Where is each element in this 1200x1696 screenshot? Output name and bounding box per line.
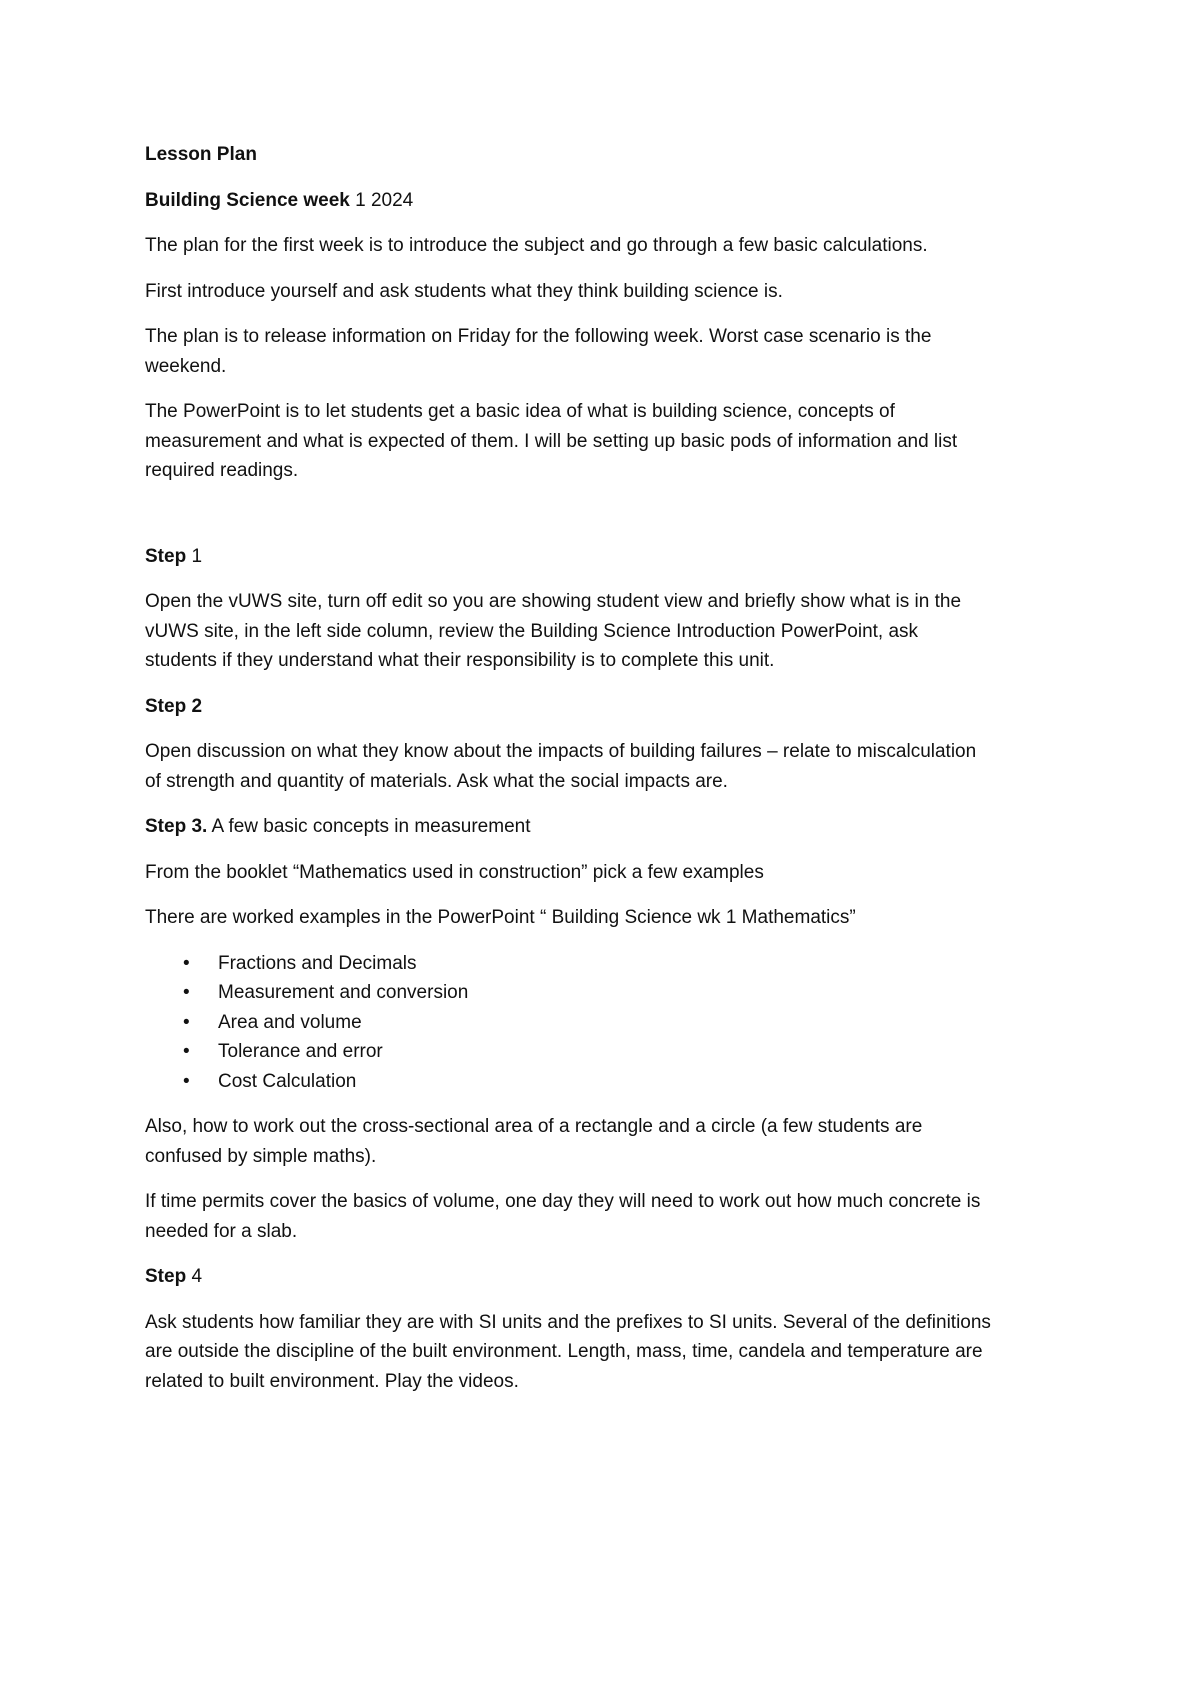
document-subtitle (145, 186, 1075, 216)
list-item: • Fractions and Decimals (145, 949, 1075, 979)
step3-also-paragraph (145, 1112, 1075, 1171)
document-title: Lesson Plan (145, 144, 257, 165)
text-line: weekend. (145, 355, 227, 377)
text-line: confused by simple maths). (145, 1145, 377, 1167)
step1-paragraph (145, 587, 1075, 676)
intro-paragraph-3 (145, 322, 1075, 381)
text-line: If time permits cover the basics of volume, one day they will need to work out how much concrete is (145, 1191, 981, 1212)
text-line: Also, how to work out the cross-sectional area of a rectangle and a circle (a few students are (145, 1116, 923, 1137)
text-line: of strength and quantity of materials. Ask what the social impacts are. (145, 770, 728, 792)
bullet-icon: • (183, 1011, 190, 1033)
text-line: are outside the discipline of the built environment. Length, mass, time, candela and temperature are (145, 1341, 983, 1362)
text-line: Open the vUWS site, turn off edit so you are showing student view and briefly show what is in the (145, 591, 962, 612)
step2-heading: Step 2 (145, 695, 203, 717)
list-item: • Cost Calculation (145, 1067, 1075, 1097)
text-line: vUWS site, in the left side column, review the Building Science Introduction PowerPoint, ask (145, 620, 919, 642)
topics-list (145, 949, 1075, 1097)
step4-paragraph (145, 1308, 1075, 1397)
subtitle-bold: Building Science week (145, 189, 350, 211)
bullet-icon: • (183, 982, 190, 1003)
intro-paragraph-1 (145, 231, 1075, 261)
list-item: • Area and volume (145, 1008, 1075, 1038)
text-line: Ask students how familiar they are with SI units and the prefixes to SI units. Several of the definitions (145, 1311, 991, 1333)
text-line: related to built environment. Play the videos. (145, 1370, 519, 1392)
text-line: First introduce yourself and ask students what they think building science is. (145, 280, 783, 302)
bullet-icon: • (183, 1070, 190, 1092)
step2-paragraph (145, 737, 1075, 796)
list-item: • Tolerance and error (145, 1037, 1075, 1067)
text-line: There are worked examples in the PowerPoint “ Building Science wk 1 Mathematics” (145, 907, 856, 928)
step3-booklet (145, 858, 1075, 888)
list-item: • Measurement and conversion (145, 978, 1075, 1008)
step4-heading: Step 4 (145, 1266, 203, 1287)
text-line: required readings. (145, 460, 299, 481)
step3-heading: Step 3. A few basic concepts in measurement (145, 816, 531, 837)
bullet-icon: • (183, 952, 190, 974)
text-line: From the booklet “Mathematics used in construction” pick a few examples (145, 861, 764, 883)
document-page (145, 140, 1075, 1412)
step1-heading: Step 1 (145, 545, 203, 567)
intro-paragraph-2 (145, 277, 1075, 307)
bullet-icon: • (183, 1041, 190, 1062)
step3-if-time-paragraph (145, 1187, 1075, 1246)
subtitle-rest: 1 2024 (349, 189, 414, 211)
text-line: The PowerPoint is to let students get a basic idea of what is building science, concepts of (145, 401, 895, 422)
intro-paragraph-4 (145, 397, 1075, 486)
text-line: The plan for the first week is to introduce the subject and go through a few basic calculations. (145, 235, 928, 256)
text-line: students if they understand what their responsibility is to complete this unit. (145, 650, 775, 671)
blank-spacer (145, 502, 1075, 542)
text-line: Open discussion on what they know about the impacts of building failures – relate to miscalculation (145, 741, 977, 762)
step3-worked-examples (145, 903, 1075, 933)
text-line: The plan is to release information on Friday for the following week. Worst case scenario is the (145, 326, 932, 347)
text-line: measurement and what is expected of them. I will be setting up basic pods of information and list (145, 430, 958, 452)
text-line: needed for a slab. (145, 1220, 298, 1242)
